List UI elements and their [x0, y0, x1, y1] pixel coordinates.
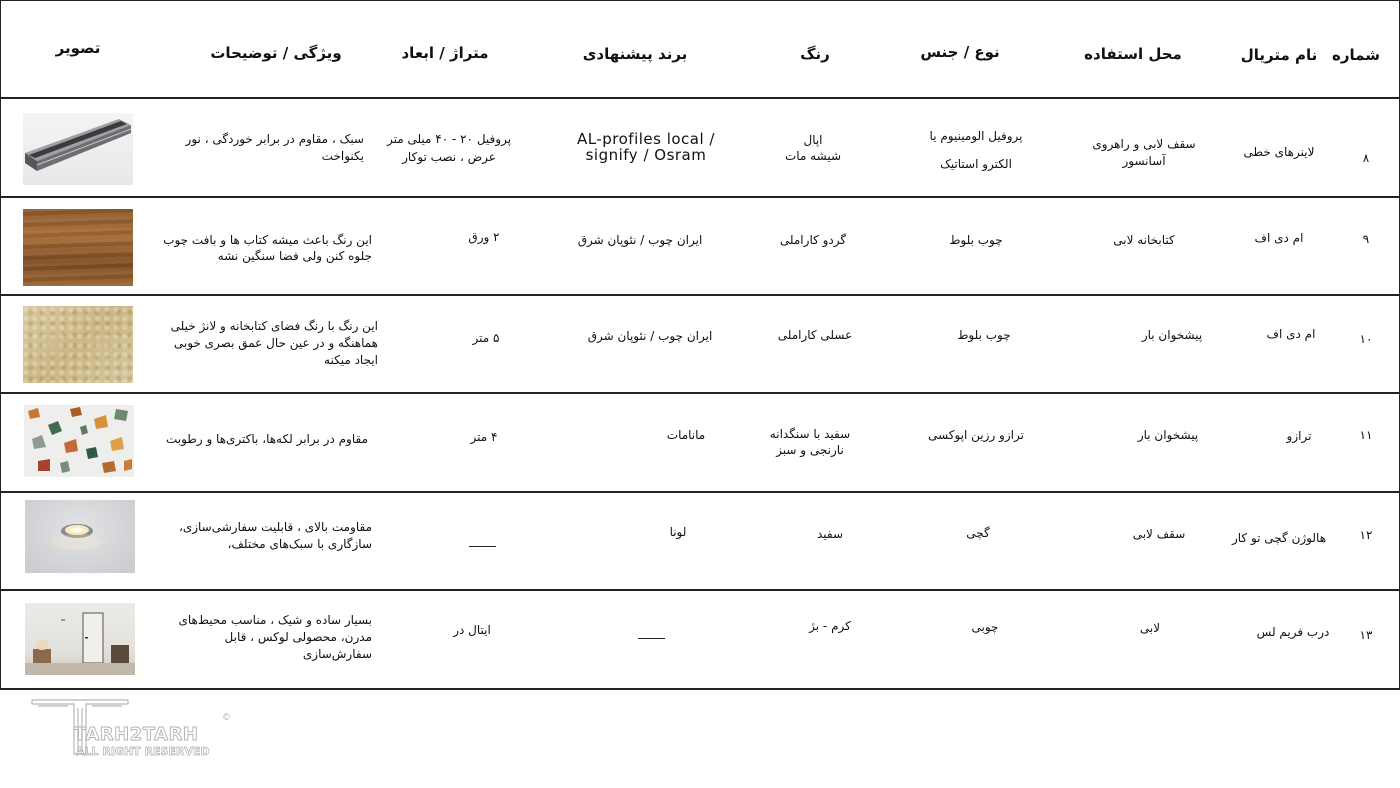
header-material-name: نام متریال	[1240, 46, 1318, 64]
color-line: اپال	[803, 133, 823, 147]
header-image: تصویر	[55, 39, 101, 57]
row-divider	[0, 97, 1400, 99]
row-number: ۱۳	[1359, 628, 1373, 642]
usage-location: کتابخانه لابی	[1113, 233, 1175, 247]
color-line: گردو کاراملی	[779, 233, 847, 247]
dimensions-line: ۵ متر	[472, 331, 500, 345]
row-number: ۸	[1362, 151, 1370, 165]
type-material-line: الکترو استاتیک	[940, 157, 1012, 171]
type-material-line: گچی	[966, 526, 990, 540]
usage-location: پیشخوان بار	[1141, 328, 1203, 342]
dimensions-line: ۲ ورق	[468, 230, 500, 244]
usage-location: سقف لابی	[1132, 527, 1186, 541]
usage-location: سقف لابی و راهروی آسانسور	[1092, 137, 1196, 168]
type-material-line: پروفیل الومینیوم یا	[929, 129, 1023, 143]
row-divider	[0, 392, 1400, 394]
features-line: سبک ، مقاوم در برابر خوردگی ، نور	[185, 132, 364, 146]
header-type-material: نوع / جنس	[920, 43, 1000, 61]
brand: ایران چوب / نئوپان شرق	[577, 233, 703, 247]
brand-empty-dash	[638, 638, 665, 639]
material-name: لاینرهای خطی	[1243, 145, 1315, 159]
features-line: ایجاد میکنه	[324, 353, 378, 367]
material-name: ام دی اف	[1254, 231, 1304, 245]
material-name: ام دی اف	[1266, 327, 1316, 341]
usage-location: پیشخوان بار	[1137, 428, 1199, 442]
row-divider	[0, 589, 1400, 591]
features-line: مقاوم در برابر لکه‌ها، باکتری‌ها و رطوبت	[165, 432, 368, 446]
color-line: کرم - بژ	[809, 619, 851, 633]
row-divider	[0, 491, 1400, 493]
features-line: این رنگ باعث میشه کتاب ها و بافت چوب	[163, 233, 372, 247]
type-material-line: چوب بلوط	[957, 328, 1011, 342]
row-divider	[0, 294, 1400, 296]
dimensions-line: ایتال در	[453, 623, 491, 637]
features-line: یکنواخت	[321, 149, 364, 163]
features-line: مدرن، محصولی لوکس ، قابل	[224, 630, 372, 644]
header-color: رنگ	[800, 45, 830, 63]
aluminum-profile-image	[23, 113, 133, 185]
brand: ایران چوب / نئوپان شرق	[587, 329, 713, 343]
color-line: سفید	[816, 527, 844, 541]
usage-location: لابی	[1139, 621, 1161, 635]
terrazzo-image	[24, 405, 134, 477]
dimensions-line: ۴ متر	[470, 430, 498, 444]
color-line: شیشه مات	[784, 149, 841, 163]
material-name: هالوژن گچی تو کار	[1231, 531, 1327, 545]
header-features: ویژگی / توضیحات	[210, 44, 342, 62]
header-dimensions: متراژ / ابعاد	[401, 44, 489, 62]
color-line: سفید با سنگدانه	[769, 427, 851, 441]
material-name: ترازو	[1286, 429, 1312, 443]
material-name: درب فریم لس	[1256, 625, 1330, 639]
brand: AL-profiles local / signify / Osram	[576, 130, 715, 164]
header-brand: برند پیشنهادی	[582, 45, 688, 63]
features-line: این رنگ با رنگ فضای کتابخانه و لانژ خیلی	[170, 319, 378, 333]
tarh2tarh-logo	[28, 694, 238, 764]
color-line: عسلی کاراملی	[777, 328, 853, 342]
color-line: نارنجی و سبز	[776, 443, 844, 457]
features-line: هماهنگه و در عین حال عمق بصری خوبی	[173, 336, 378, 350]
gold-texture-image	[23, 306, 133, 383]
header-number: شماره	[1332, 46, 1380, 64]
brand: مانامات	[666, 428, 706, 442]
header-usage-location: محل استفاده	[1084, 45, 1182, 63]
logo-tagline: ALL RIGHT RESERVED	[76, 745, 210, 758]
features-line: بسیار ساده و شیک ، مناسب محیط‌های	[178, 613, 372, 627]
type-material-line: چوب بلوط	[949, 233, 1003, 247]
row-number: ۱۱	[1359, 428, 1373, 442]
frameless-door-image	[25, 603, 135, 675]
dimensions-line: عرض ، نصب توکار	[402, 150, 496, 164]
recessed-light-image	[25, 500, 135, 573]
row-number: ۹	[1362, 232, 1370, 246]
copyright-mark: ©	[222, 713, 231, 723]
logo-wordmark: TARH2TARH	[74, 724, 199, 745]
features-line: سازگاری با سبک‌های مختلف،	[227, 537, 372, 551]
features-line: مقاومت بالای ، قابلیت سفارشی‌سازی،	[178, 520, 372, 534]
type-material-line: چوبی	[971, 620, 999, 634]
dimensions-line: پروفیل ۲۰ - ۴۰ میلی متر	[386, 132, 512, 146]
row-divider	[0, 196, 1400, 198]
brand: لونا	[669, 525, 687, 539]
row-number: ۱۲	[1359, 528, 1373, 542]
type-material-line: ترازو رزین اپوکسی	[928, 428, 1024, 442]
walnut-wood-image	[23, 209, 133, 286]
row-divider	[0, 688, 1400, 690]
features-line: سفارش‌سازی	[302, 647, 372, 661]
row-number: ۱۰	[1359, 332, 1373, 346]
features-line: جلوه کنن ولی فضا سنگین نشه	[217, 249, 372, 263]
dimensions-empty-dash	[469, 546, 496, 547]
